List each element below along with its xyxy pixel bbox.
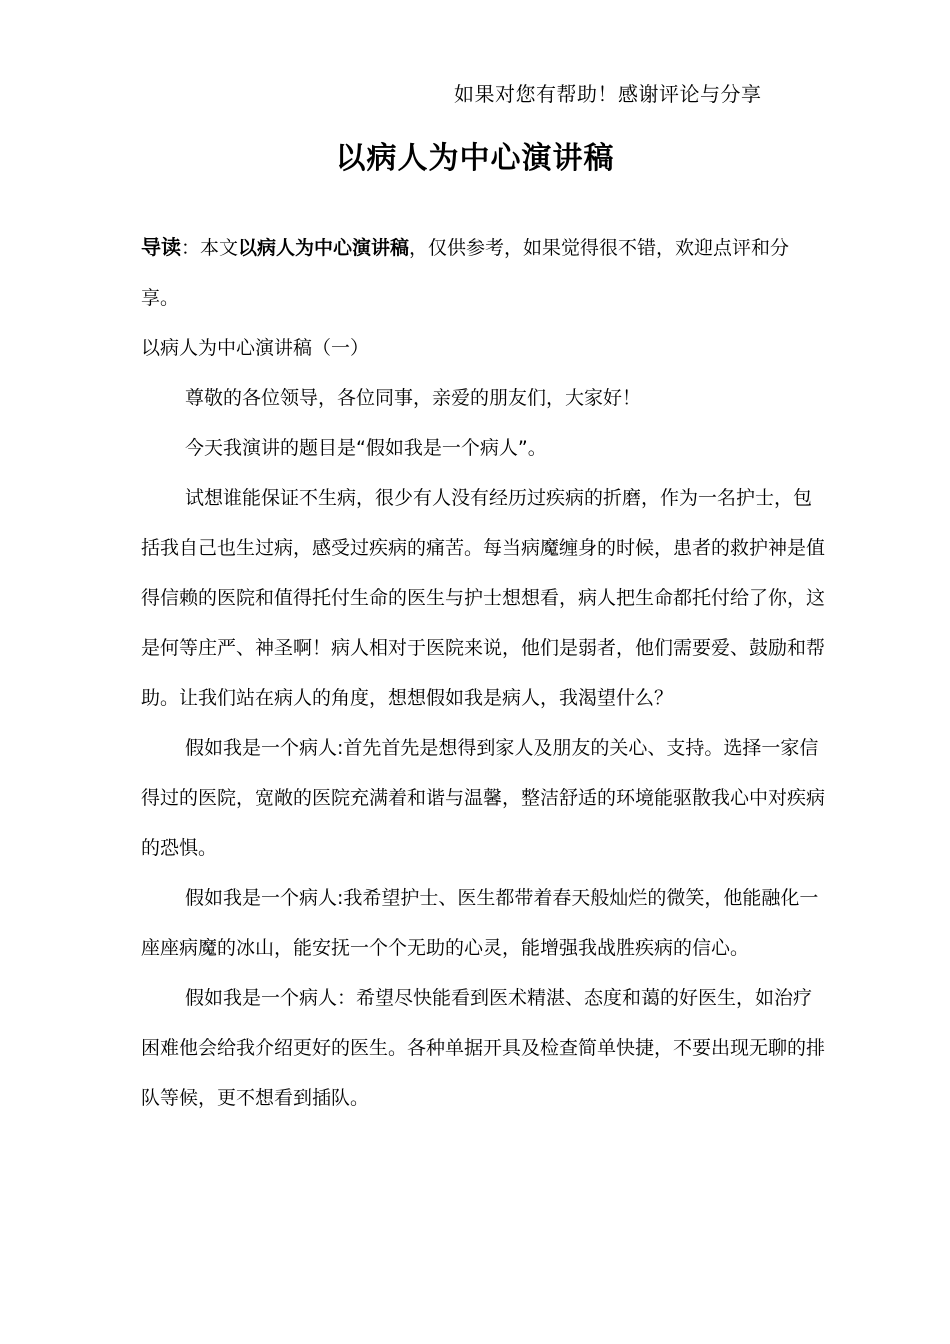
paragraph: 试想谁能保证不生病，很少有人没有经历过疾病的折磨，作为一名护士，包括我自己也生过病，感受过疾病的痛苦。每当病魔缠身的时候，患者的救护神是值得信赖的医院和值得托付生命的医生与护士想想看，病人把生命都托付给了你，这是何等庄严、神圣啊！病人相对于医院来说，他们是弱者，他们需要爱、鼓励和帮助。让我们站在病人的角度，想想假如我是病人，我渴望什么？ [141,487,826,709]
paragraph: 假如我是一个病人:我希望护士、医生都带着春天般灿烂的微笑，他能融化一座座病魔的冰山，能安抚一个个无助的心灵，能增强我战胜疾病的信心。 [141,887,819,959]
paragraph: 假如我是一个病人:首先首先是想得到家人及朋友的关心、支持。选择一家信得过的医院，宽敞的医院充满着和谐与温馨，整洁舒适的环境能驱散我心中对疾病的恐惧。 [141,737,826,859]
header-note: 如果对您有帮助！感谢评论与分享 [454,82,762,106]
intro-colon: ： [181,237,201,259]
document-body [141,222,827,1123]
intro-paragraph [141,222,827,323]
intro-suffix: ，仅供参考，如果觉得很不错，欢迎点评和分享。 [141,237,790,309]
intro-doc-name: 以病人为中心演讲稿 [238,237,410,259]
page-title: 以病人为中心演讲稿 [335,141,615,176]
section-heading: 以病人为中心演讲稿（一） [141,337,370,359]
paragraph: 尊敬的各位领导，各位同事，亲爱的朋友们，大家好！ [185,387,642,409]
intro-prefix: 本文 [200,237,239,259]
paragraph: 今天我演讲的题目是“假如我是一个病人”。 [185,437,547,459]
intro-label: 导读 [141,235,181,259]
paragraph: 假如我是一个病人：希望尽快能看到医术精湛、态度和蔼的好医生，如治疗困难他会给我介绍更好的医生。各种单据开具及检查简单快捷，不要出现无聊的排队等候，更不想看到插队。 [141,987,826,1109]
